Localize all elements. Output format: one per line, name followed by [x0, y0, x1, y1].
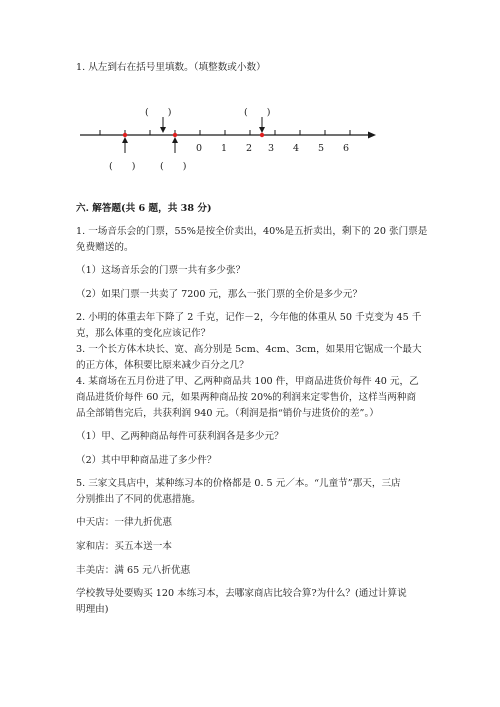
problem-2-line: 克，那么体重的变化应该记作？ [76, 328, 211, 339]
bracket-upper-left: ( ) [145, 107, 172, 118]
tick-label: 4 [293, 143, 300, 154]
problem-4-sub-1: （1）甲、乙两种商品每件可获利润各是多少元？ [76, 431, 284, 442]
tick-label: 1 [221, 143, 228, 154]
problem-4-line: 商品进货价每件 60 元，如果两种商品按 20%的利润来定零售价，这样当两种商 [76, 392, 417, 403]
problem-1-line: 免费赠送的。 [76, 242, 134, 253]
problem-3-line: 3. 一个长方体木块长、宽、高分别是 5cm、4cm、3cm，如果用它锯成一个最大 [76, 344, 422, 355]
problem-2-line: 2. 小明的体重去年下降了 2 千克，记作－2，今年他的体重从 50 千克变为 45 千 [76, 312, 422, 323]
tick-label: 6 [343, 143, 350, 154]
problem-5-line: 5. 三家文具店中，某种练习本的价格都是 0. 5 元／本。“儿童节”那天，三店 [76, 478, 401, 489]
section-6-heading: 六. 解答题(共 6 题，共 38 分) [76, 203, 212, 214]
arrow-down-icon [259, 117, 265, 133]
tick-label: 5 [318, 143, 325, 154]
marker-point [173, 133, 177, 137]
problem-5-question: 明理由) [76, 604, 109, 615]
marker-point [260, 133, 264, 137]
problem-4-line: 品全部销售完后，共获利润 940 元。（利润是指“销价与进货价的差”。） [76, 408, 379, 419]
bracket-upper-right: ( ) [244, 107, 271, 118]
axis-arrow-icon [368, 132, 376, 139]
arrow-up-icon [172, 137, 178, 153]
problem-1-line: 1. 一场音乐会的门票，55%是按全价卖出，40%是五折卖出，剩下的 20 张门票是 [76, 226, 428, 237]
tick-label: 0 [196, 143, 203, 154]
problem-4-line: 4. 某商场在五月份进了甲、乙两种商品共 100 件，甲商品进货价每件 40 元，乙 [76, 376, 419, 387]
number-line [0, 95, 500, 175]
store-jiahe: 家和店：买五本送一本 [76, 541, 172, 552]
problem-5-line: 分别推出了不同的优惠措施。 [76, 494, 201, 505]
bracket-lower-right: ( ) [160, 161, 187, 172]
problem-1-sub-1: （1）这场音乐会的门票一共有多少张？ [76, 265, 246, 276]
bracket-lower-left: ( ) [109, 161, 136, 172]
store-zhongtian: 中天店：一律九折优惠 [76, 517, 172, 528]
arrow-down-icon [160, 117, 166, 133]
store-fengmei: 丰美店：满 65 元八折优惠 [76, 565, 191, 576]
problem-3-line: 的正方体，体积要比原来减少百分之几？ [76, 360, 249, 371]
tick-label: 2 [246, 143, 253, 154]
question-1-title: 1. 从左到右在括号里填数。（填整数或小数） [76, 62, 266, 73]
problem-5-question: 学校教导处要购买 120 本练习本，去哪家商店比较合算?为什么？(通过计算说 [76, 588, 407, 599]
problem-4-sub-2: （2）其中甲种商品进了多少件？ [76, 455, 217, 466]
problem-1-sub-2: （2）如果门票一共卖了 7200 元，那么一张门票的全价是多少元？ [76, 289, 363, 300]
marker-point [123, 133, 127, 137]
arrow-up-icon [122, 137, 128, 153]
tick-label: 3 [268, 143, 275, 154]
tick-marks [100, 130, 350, 135]
